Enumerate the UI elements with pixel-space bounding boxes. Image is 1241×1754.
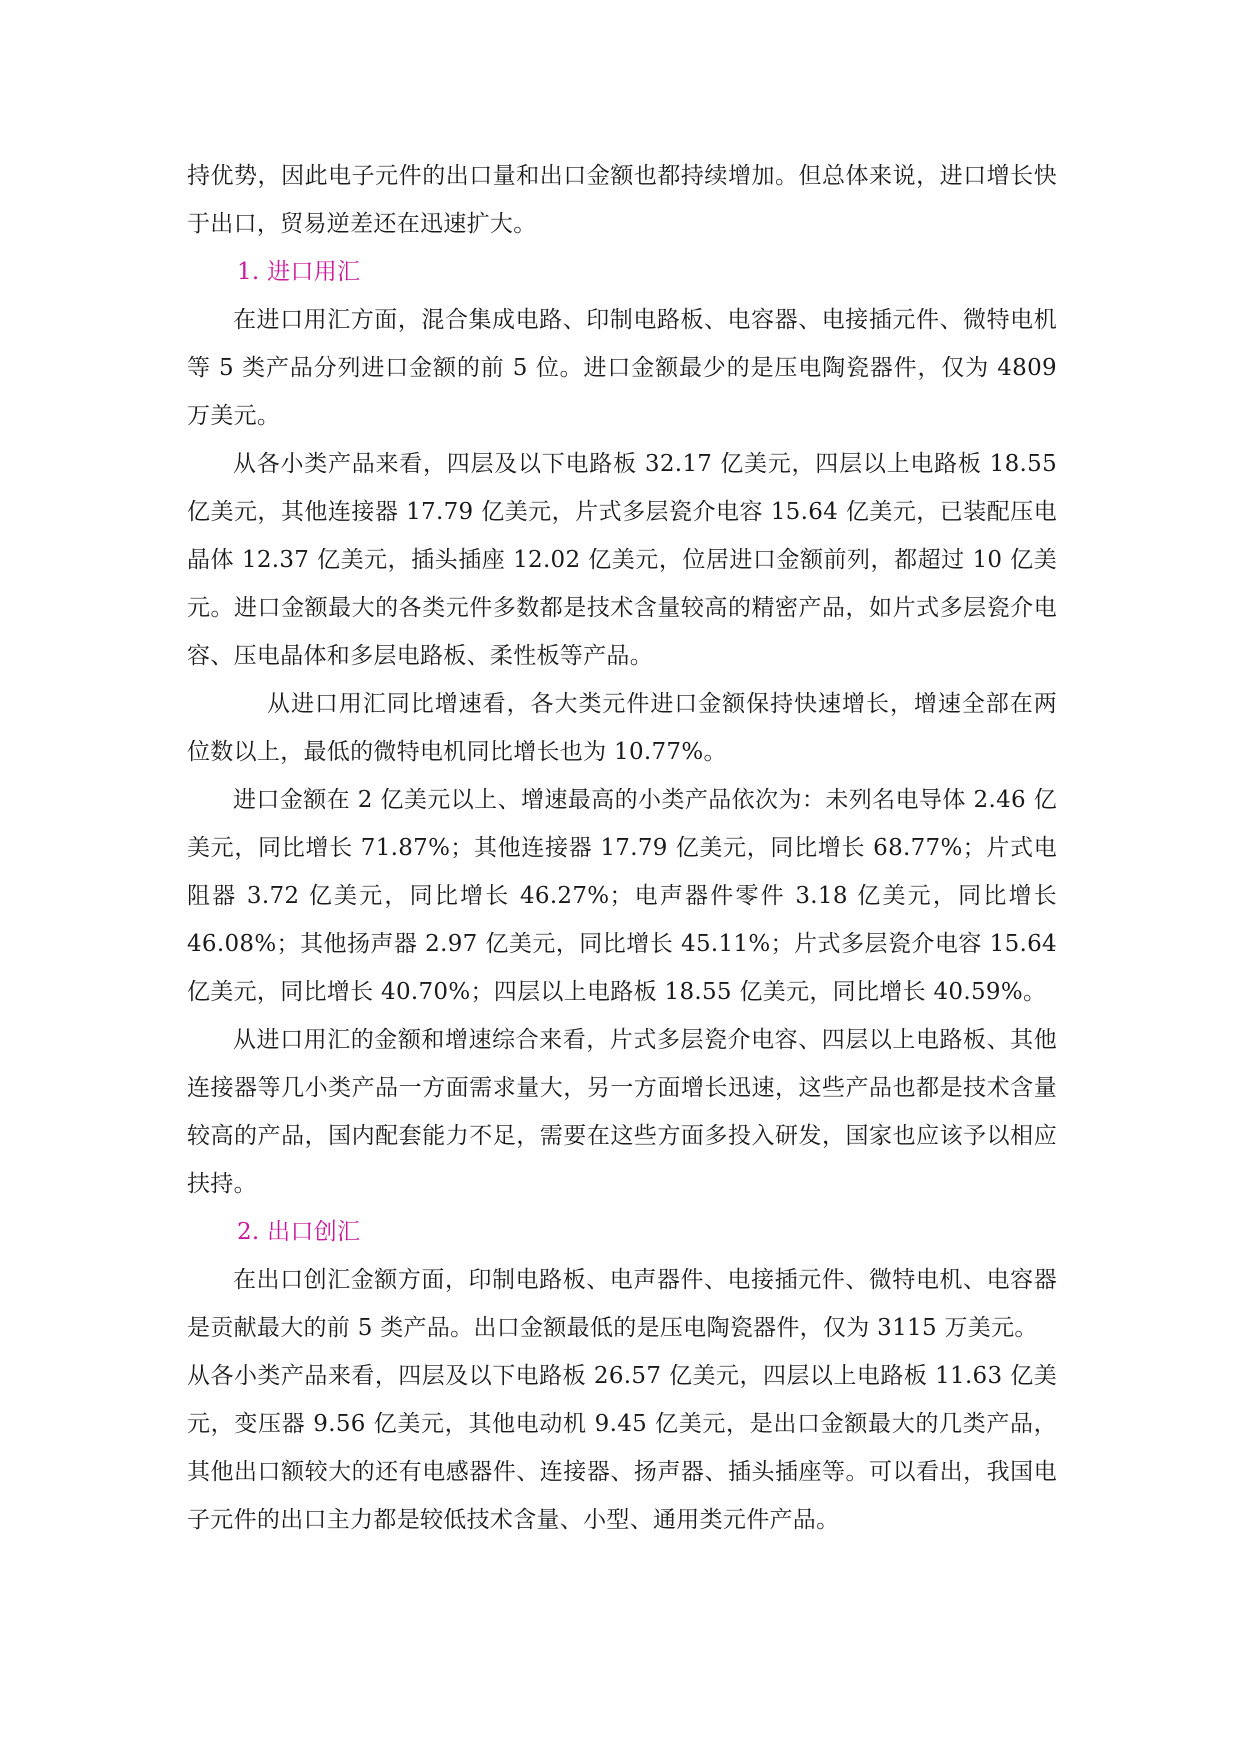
paragraph-import-subcategories: 从各小类产品来看，四层及以下电路板 32.17 亿美元，四层以上电路板 18.55 亿美元，其他连接器 17.79 亿美元，片式多层瓷介电容 15.64 亿美元，已装配压电晶体 12.37 亿美元，插头插座 12.02 亿美元，位居进口金额前列，都超过 10 亿美元。进口金额最大的各类元件多数都是技术含量较高的精密产品，如片式多层瓷介电容、压电晶体和多层电路板、柔性板等产品。 <box>187 451 1057 669</box>
section-heading-export: 2. 出口创汇 <box>237 1219 361 1245</box>
paragraph-import-growth: 从进口用汇同比增速看，各大类元件进口金额保持快速增长，增速全部在两位数以上，最低的微特电机同比增长也为 10.77%。 <box>187 691 1057 765</box>
paragraph-continuation: 持优势，因此电子元件的出口量和出口金额也都持续增加。但总体来说，进口增长快于出口，贸易逆差还在迅速扩大。 <box>187 163 1057 237</box>
paragraph-export-overview: 在出口创汇金额方面，印制电路板、电声器件、电接插元件、微特电机、电容器是贡献最大的前 5 类产品。出口金额最低的是压电陶瓷器件，仅为 3115 万美元。 <box>187 1267 1057 1341</box>
paragraph-import-summary: 从进口用汇的金额和增速综合来看，片式多层瓷介电容、四层以上电路板、其他连接器等几小类产品一方面需求量大，另一方面增长迅速，这些产品也都是技术含量较高的产品，国内配套能力不足，需要在这些方面多投入研发，国家也应该予以相应扶持。 <box>187 1027 1057 1197</box>
paragraph-export-subcategories: 从各小类产品来看，四层及以下电路板 26.57 亿美元，四层以上电路板 11.63 亿美元，变压器 9.56 亿美元，其他电动机 9.45 亿美元，是出口金额最大的几类产品，其他出口额较大的还有电感器件、连接器、扬声器、插头插座等。可以看出，我国电子元件的出口主力都是较低技术含量、小型、通用类元件产品。 <box>187 1363 1057 1533</box>
paragraph-import-top-growth: 进口金额在 2 亿美元以上、增速最高的小类产品依次为：未列名电导体 2.46 亿美元，同比增长 71.87%；其他连接器 17.79 亿美元，同比增长 68.77%；片式电阻器 3.72 亿美元，同比增长 46.27%；电声器件零件 3.18 亿美元，同比增长 46.08%；其他扬声器 2.97 亿美元，同比增长 45.11%；片式多层瓷介电容 15.64 亿美元，同比增长 40.70%；四层以上电路板 18.55 亿美元，同比增长 40.59%。 <box>187 787 1057 1005</box>
section-heading-import: 1. 进口用汇 <box>237 259 361 285</box>
document-page <box>187 152 1057 1544</box>
paragraph-import-overview: 在进口用汇方面，混合集成电路、印制电路板、电容器、电接插元件、微特电机等 5 类产品分列进口金额的前 5 位。进口金额最少的是压电陶瓷器件，仅为 4809 万美元。 <box>187 307 1057 429</box>
